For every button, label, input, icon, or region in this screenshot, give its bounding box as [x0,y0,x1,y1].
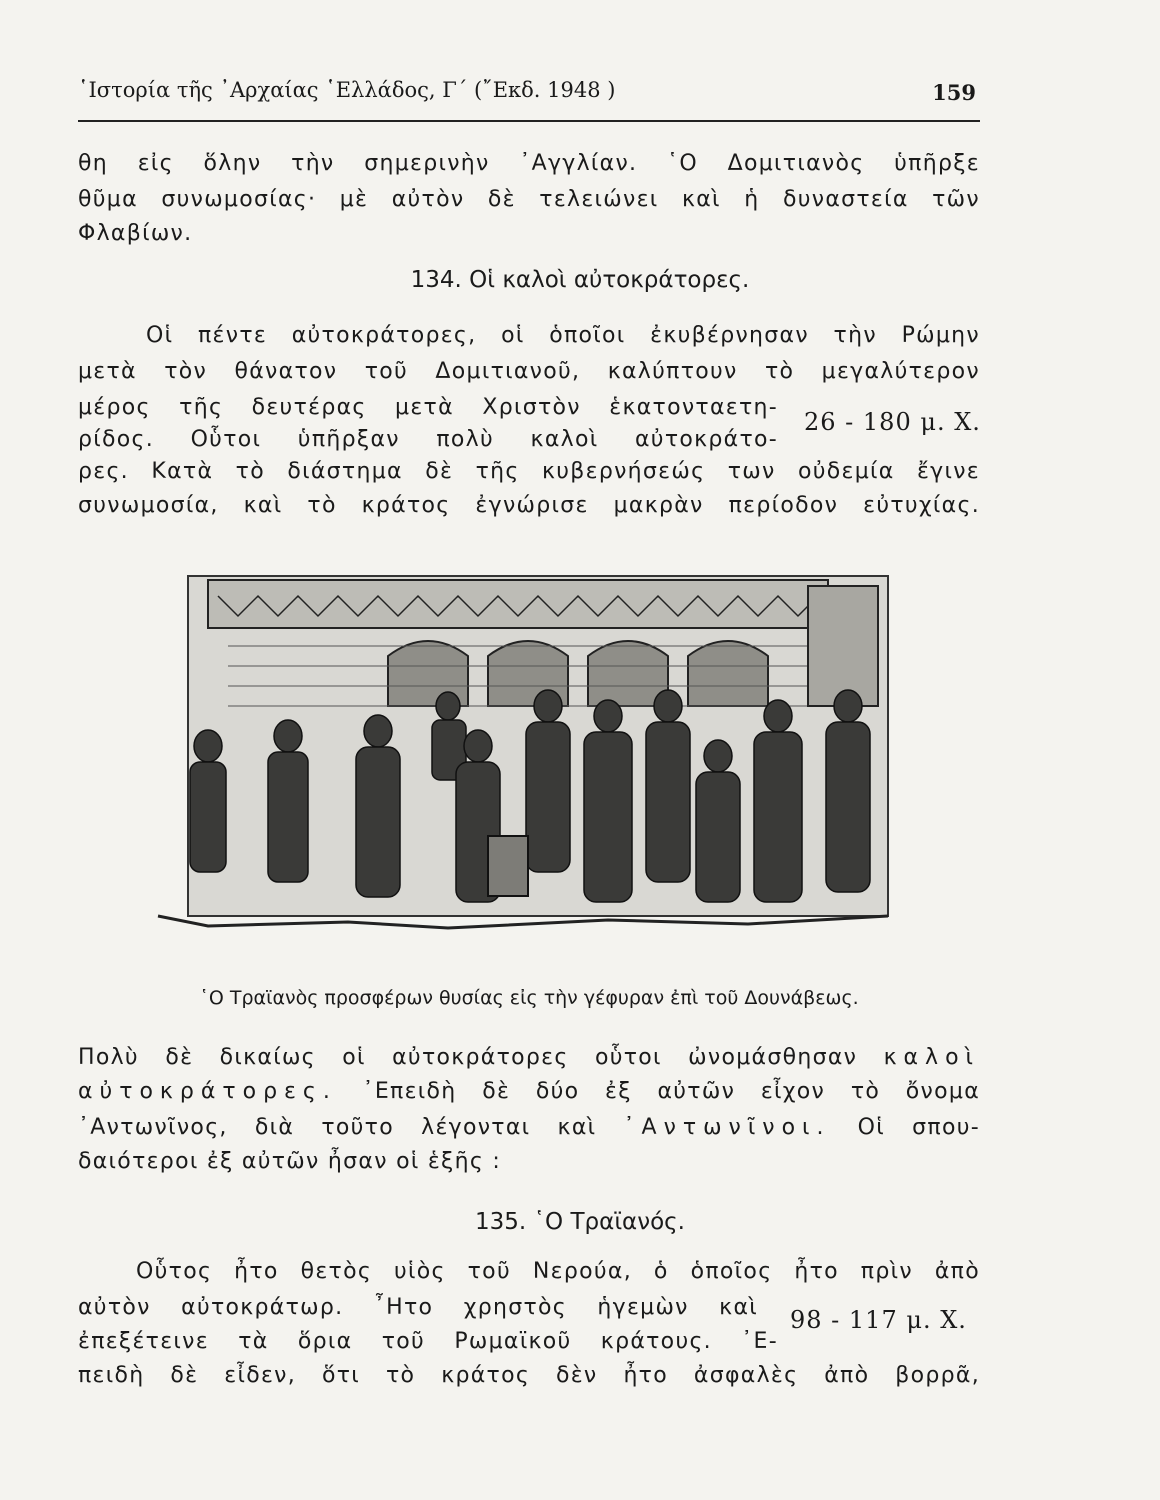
date-range-135: 98 - 117 μ. Χ. [790,1306,967,1334]
section-134-line: μετὰ τὸν θάνατον τοῦ Δομιτιανοῦ, καλύπτουν τὸ μεγαλύτερον [78,359,980,384]
running-header [78,74,980,122]
date-range-134: 26 - 180 μ. Χ. [804,408,981,436]
section-135-line: ἐπεξέτεινε τὰ ὅρια τοῦ Ρωμαϊκοῦ κράτους. ᾿Ε- [78,1329,778,1354]
section-134-line: μέρος τῆς δευτέρας μετὰ Χριστὸν ἑκατονταετη- [78,395,778,420]
emphasis-text: καλοὶ [883,1045,980,1070]
paragraph-2-line [78,1076,980,1108]
intro-line: θη εἰς ὅλην τὴν σημερινὴν ᾿Αγγλίαν. ῾Ο Δομιτιανὸς ὑπῆρξε [78,151,980,176]
section-135-line: αὐτὸν αὐτοκράτωρ. ῏Ητο χρηστὸς ἡγεμὼν καὶ [78,1295,758,1320]
intro-line: θῦμα συνωμοσίας· μὲ αὐτὸν δὲ τελειώνει καὶ ἡ δυναστεία τῶν [78,187,980,212]
paragraph-2-line [78,1042,980,1074]
emphasis-text: αὐτοκράτορες. [78,1079,337,1104]
page-number: 159 [932,80,976,105]
intro-line: Φλαβίων. [78,221,193,246]
paragraph-2-text: Οἱ σπου- [857,1115,980,1140]
section-134-line: συνωμοσία, καὶ τὸ κράτος ἐγνώρισε μακρὰν περίοδον εὐτυχίας. [78,493,980,518]
section-135-line: πειδὴ δὲ εἶδεν, ὅτι τὸ κράτος δὲν ἦτο ἀσφαλὲς ἀπὸ βορρᾶ, [78,1363,980,1388]
emphasis-text: ᾿Αντωνῖνοι. [623,1115,831,1140]
section-135-line: Οὗτος ἦτο θετὸς υἱὸς τοῦ Νερούα, ὁ ὁποῖος ἦτο πρὶν ἀπὸ [136,1259,980,1284]
section-134-heading: 134. Οἱ καλοὶ αὐτοκράτορες. [410,267,750,293]
section-135-heading: 135. ῾Ο Τραϊανός. [475,1209,685,1235]
section-134-line: Οἱ πέντε αὐτοκράτορες, οἱ ὁποῖοι ἐκυβέρνησαν τὴν Ρώμην [146,323,980,348]
paragraph-2-line [78,1112,980,1144]
paragraph-2-line: δαιότεροι ἐξ αὐτῶν ἦσαν οἱ ἑξῆς : [78,1149,502,1174]
section-134-line: ρες. Κατὰ τὸ διάστημα δὲ τῆς κυβερνήσεώς των οὐδεμία ἔγινε [78,459,980,484]
figure-caption: ῾Ο Τραϊανὸς προσφέρων θυσίας εἰς τὴν γέφυραν ἐπὶ τοῦ Δουνάβεως. [199,987,859,1009]
paragraph-2-text: ᾿Αντωνῖνος, διὰ τοῦτο λέγονται καὶ [78,1115,597,1140]
trajan-relief-illustration [148,556,894,954]
paragraph-2-text: Πολὺ δὲ δικαίως οἱ αὐτοκράτορες οὗτοι ὠνομάσθησαν [78,1045,858,1070]
section-134-line: ρίδος. Οὗτοι ὑπῆρξαν πολὺ καλοὶ αὐτοκράτο- [78,427,778,452]
paragraph-2-text: ᾿Επειδὴ δὲ δύο ἐξ αὐτῶν εἶχον τὸ ὄνομα [362,1079,981,1104]
header-title: ῾Ιστορία τῆς ᾿Αρχαίας ῾Ελλάδος, Γ΄ (῎Εκδ. 1948 ) [78,78,616,102]
